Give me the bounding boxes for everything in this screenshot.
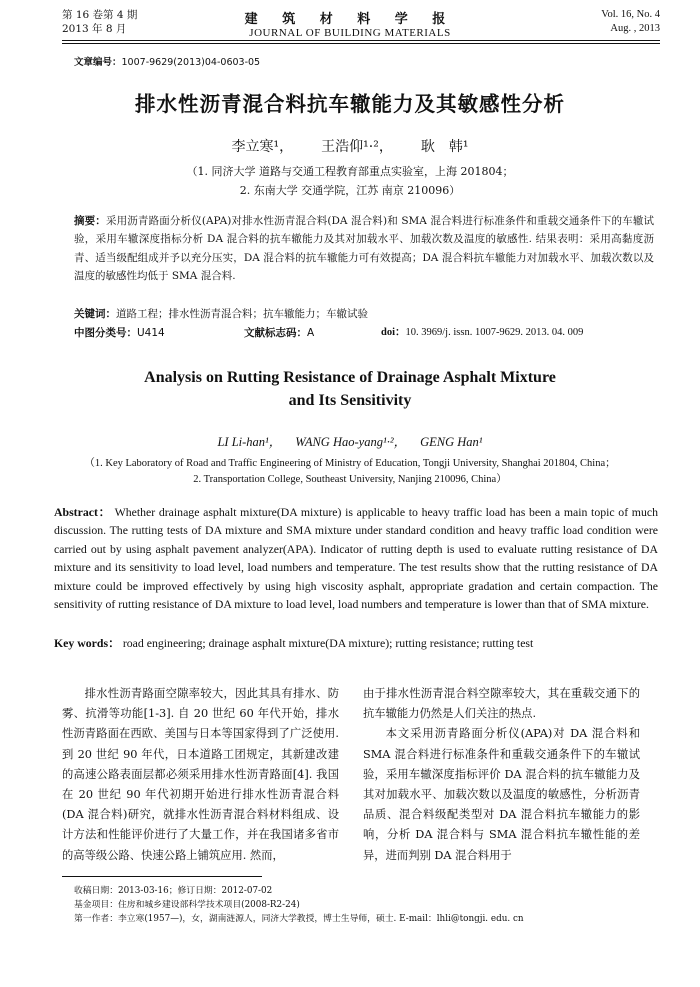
- authors-cn: [0, 136, 700, 156]
- affiliation-en: 2. Transportation College, Southeast University, Nanjing 210096, China）: [193, 474, 507, 485]
- doc-code-label: 文献标志码：: [244, 327, 307, 339]
- abstract-en-label: Abstract：: [54, 505, 112, 519]
- article-number-label: 文章编号：: [74, 57, 122, 68]
- keywords-en: [54, 634, 658, 652]
- body-column-left: [62, 684, 339, 866]
- doi: [381, 324, 583, 342]
- affiliations-en: [40, 456, 660, 488]
- affiliation-cn: （1. 同济大学 道路与交通工程教育部重点实验室，上海 201804；: [186, 165, 514, 178]
- authors-en: [0, 432, 700, 450]
- title-en: [0, 366, 700, 412]
- journal-name: [0, 8, 700, 39]
- keywords-en-label: Key words：: [54, 636, 120, 650]
- clc-label: 中图分类号：: [74, 327, 137, 339]
- body-column-right: [363, 684, 640, 866]
- footnote-fund: 基金项目：住房和城乡建设部科学技术项目(2008-R2-24): [74, 900, 300, 910]
- clc-value: U414: [137, 327, 165, 339]
- doc-code-value: A: [307, 327, 315, 339]
- doi-value: 10. 3969/j. issn. 1007-9629. 2013. 04. 009: [405, 327, 584, 338]
- title-cn: 排水性沥青混合料抗车辙能力及其敏感性分析: [135, 92, 565, 116]
- journal-name-en: JOURNAL OF BUILDING MATERIALS: [249, 27, 451, 39]
- doc-code: [244, 324, 314, 342]
- keywords-cn-label: 关键词：: [74, 308, 116, 320]
- classification-row: [74, 324, 654, 342]
- header-rule-thick: [62, 40, 660, 41]
- author-en: GENG Han¹: [420, 435, 483, 449]
- affiliation-cn: 2. 东南大学 交通学院，江苏 南京 210096）: [239, 184, 461, 197]
- title-en-line: and Its Sensitivity: [288, 392, 412, 409]
- abstract-cn: [74, 212, 654, 285]
- publication-date: 2013 年 8 月: [62, 23, 127, 35]
- author-cn: 李立寒¹，: [231, 139, 294, 155]
- abstract-en: [54, 503, 658, 613]
- keywords-en-text: road engineering; drainage asphalt mixture(DA mixture); rutting resistance; rutting test: [122, 636, 534, 650]
- body-paragraph: 由于排水性沥青混合料空隙率较大，其在重载交通下的抗车辙能力仍然是人们关注的热点.: [363, 687, 640, 721]
- footnote-rule: [62, 876, 262, 877]
- affiliations-cn: [0, 162, 700, 200]
- article-number: [74, 54, 260, 68]
- footnotes: [74, 884, 664, 926]
- title-en-line: Analysis on Rutting Resistance of Drainage Asphalt Mixture: [144, 369, 556, 386]
- abstract-cn-label: 摘要：: [74, 215, 106, 227]
- header-rule-thin: [62, 43, 660, 44]
- publication-date-en: Aug. , 2013: [610, 23, 660, 34]
- keywords-cn: [74, 305, 654, 323]
- author-en: LI Li-han¹，: [217, 435, 282, 449]
- keywords-cn-text: 道路工程；排水性沥青混合料；抗车辙能力；车辙试验: [116, 308, 368, 320]
- author-cn: 王浩仰¹·²，: [321, 139, 393, 155]
- article-number-value: 1007-9629(2013)04-0603-05: [121, 57, 261, 68]
- volume-issue-en: Vol. 16, No. 4: [601, 9, 660, 20]
- journal-volume-info-en: [601, 8, 660, 36]
- affiliation-en: （1. Key Laboratory of Road and Traffic Engineering of Ministry of Education, Tongji University, Shanghai 201804, China；: [84, 458, 616, 469]
- journal-name-cn: 建 筑 材 料 学 报: [244, 12, 456, 27]
- author-en: WANG Hao-yang¹·²，: [295, 435, 407, 449]
- footnote-dates: 收稿日期：2013-03-16；修订日期：2012-07-02: [74, 886, 273, 896]
- footnote-author: 第一作者：李立寒(1957—)，女，湖南涟源人，同济大学教授，博士生导师，硕士. E-mail：lhli@tongji. edu. cn: [74, 914, 524, 924]
- body-paragraph: 本文采用沥青路面分析仪(APA)对 DA 混合料和 SMA 混合料进行标准条件和重载交通条件下的车辙试验，采用车辙深度指标评价 DA 混合料的抗车辙能力及其对加载水平、加载次数以及温度的敏感性，分析沥青品质、混合料级配类型对 DA 混合料抗车辙能力的影响，分析 DA 混合料与 SMA 混合料抗车辙性能的差异，进而判别 DA 混合料用于: [363, 727, 640, 862]
- abstract-en-text: Whether drainage asphalt mixture(DA mixture) is applicable to heavy traffic load has been a main topic of much discussion. The rutting tests of DA mixture and SMA mixture under standard condition and heavy traffic load condition were carried out by using asphalt pavement analyzer(APA). Indicator of rutting depth is used to evaluate rutting resistance of DA mixture and its sensitivity to load level, load numbers and temperature. The test results show that the rutting resistance of DA mixture could be improved effectively by using high viscosity asphalt, appropriate gradation and certain compaction. The sensitivity of rutting resistance of DA mixture to load level, load numbers and temperature is lower than that of SMA mixture.: [54, 505, 658, 612]
- volume-issue: 第 16 卷第 4 期: [62, 9, 138, 21]
- doi-label: doi：: [381, 327, 406, 338]
- abstract-cn-text: 采用沥青路面分析仪(APA)对排水性沥青混合料(DA 混合料)和 SMA 混合料进行标准条件和重载交通条件下的车辙试验，采用车辙深度指标分析 DA 混合料的抗车辙能力及其对加载水平、加载次数及温度的敏感性. 结果表明：采用高黏度沥青、适当级配组成并予以充分压实，DA 混合料的抗车辙能力可有效提高；DA 混合料抗车辙能力对加载水平、加载次数以及温度的敏感性均低于 SMA 混合料.: [74, 215, 654, 282]
- author-cn: 耿 韩¹: [420, 139, 469, 155]
- body-paragraph: 排水性沥青路面空隙率较大，因此其具有排水、防雾、抗滑等功能[1-3]. 自 20 世纪 60 年代开始，排水性沥青路面在西欧、美国与日本等国家得到了广泛使用. 到 20 世纪 90 年代，日本道路工团规定，其新建改建的高速公路表面层都必须采用排水性沥青路面[4]. 我国在 20 世纪 90 年代初期开始进行排水性沥青混合料(DA 混合料)研究，就排水性沥青混合料材料组成、设计方法和性能评价进行了大量工作，并在我国诸多省市的高等级公路、快速公路上铺筑应用. 然而，: [62, 687, 339, 862]
